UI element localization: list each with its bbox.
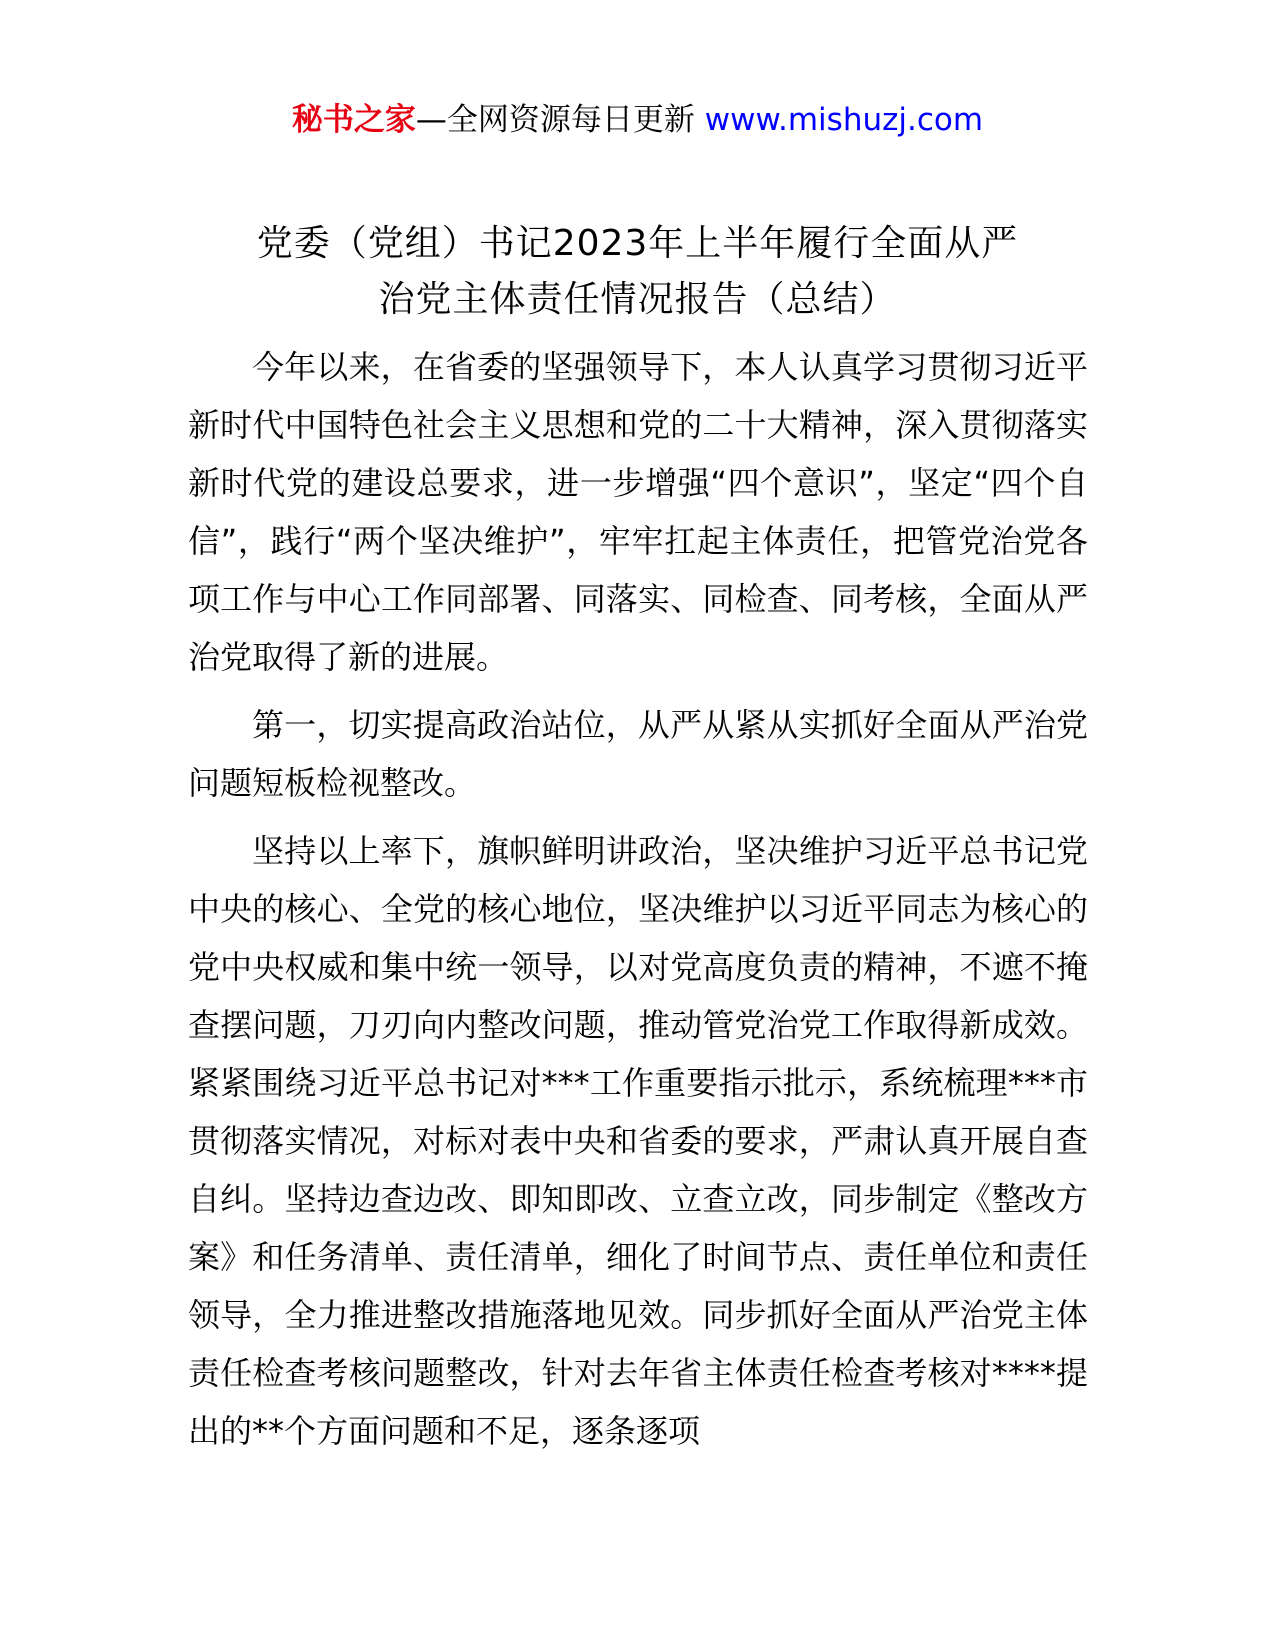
document-title-line2: 治党主体责任情况报告（总结） — [378, 279, 897, 320]
paragraph-section-body: 坚持以上率下，旗帜鲜明讲政治，坚决维护习近平总书记党中央的核心、全党的核心地位，坚决维护以习近平同志为核心的党中央权威和集中统一领导，以对党高度负责的精神，不遮不掩查摆问题，刀刃向内整改问题，推动管党治党工作取得新成效。紧紧围绕习近平总书记对***工作重要指示批示，系统梳理***市贯彻落实情况，对标对表中央和省委的要求，严肃认真开展自查自纠。坚持边查边改、即知即改、立查立改，同步制定《整改方案》和任务清单、责任清单，细化了时间节点、责任单位和责任领导，全力推进整改措施落地见效。同步抓好全面从严治党主体责任检查考核问题整改，针对去年省主体责任检查考核对****提出的**个方面问题和不足，逐条逐项 — [188, 832, 1088, 1450]
paragraph-section-heading: 第一，切实提高政治站位，从严从紧从实抓好全面从严治党问题短板检视整改。 — [188, 706, 1088, 802]
site-tagline: —全网资源每日更新 — [415, 102, 705, 138]
site-url-link[interactable]: www.mishuzj.com — [704, 102, 984, 138]
document-title-line1: 党委（党组）书记2023年上半年履行全面从严 — [256, 223, 1019, 264]
site-brand: 秘书之家 — [291, 102, 416, 138]
document-title — [150, 216, 1125, 328]
site-header — [0, 98, 1275, 142]
paragraph-intro: 今年以来，在省委的坚强领导下，本人认真学习贯彻习近平新时代中国特色社会主义思想和党的二十大精神，深入贯彻落实新时代党的建设总要求，进一步增强“四个意识”，坚定“四个自信”，践行“两个坚决维护”，牢牢扛起主体责任，把管党治党各项工作与中心工作同部署、同落实、同检查、同考核，全面从严治党取得了新的进展。 — [188, 348, 1088, 676]
document-body — [188, 338, 1088, 1470]
